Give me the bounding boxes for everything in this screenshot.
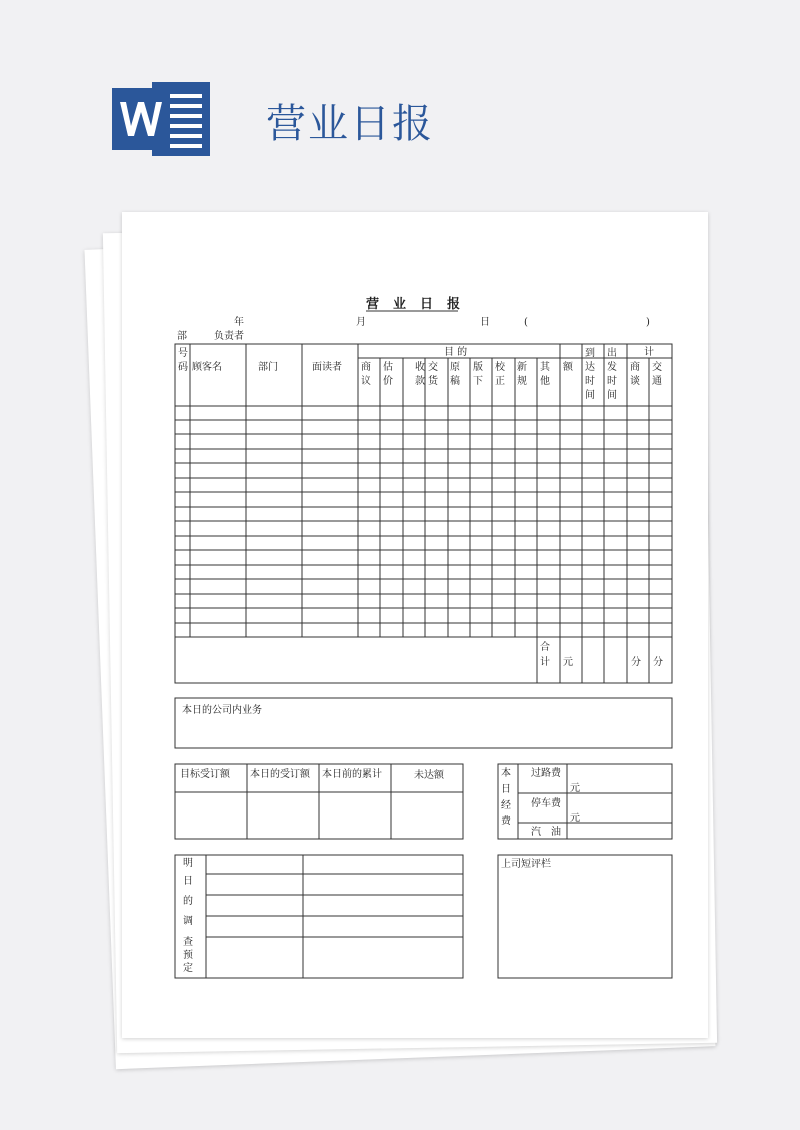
toll-fee-label: 过路费 <box>531 768 561 779</box>
purpose-label: 价 <box>383 376 393 387</box>
purpose-label: 其 <box>540 362 550 373</box>
purpose-label: 原 <box>450 362 460 373</box>
col-negotiation-label: 谈 <box>630 376 640 387</box>
col-dept-label: 部门 <box>258 362 278 373</box>
manager-label: 负责者 <box>214 331 244 342</box>
parking-fee-label: 停车费 <box>531 798 561 809</box>
sum-unit-yuan: 元 <box>563 657 573 668</box>
expenses-label: 经 <box>501 800 511 811</box>
expenses-label: 费 <box>501 816 511 827</box>
order-target-label: 目标受订额 <box>180 769 230 780</box>
purpose-label: 议 <box>361 376 371 387</box>
col-departure-label: 间 <box>607 390 617 401</box>
col-amount-label: 额 <box>563 362 573 373</box>
col-traffic-label: 交 <box>652 362 662 373</box>
supervisor-comment-box <box>498 855 672 978</box>
purpose-label: 商 <box>361 362 371 373</box>
expenses-table <box>498 764 672 839</box>
col-departure-label: 时 <box>607 376 617 387</box>
expenses-label: 日 <box>501 784 511 795</box>
col-number-label: 号 <box>178 348 188 359</box>
sum-label: 合 <box>540 642 550 653</box>
purpose-label: 款 <box>415 376 425 387</box>
purpose-label: 校 <box>495 362 505 373</box>
sales-daily-report-form <box>122 212 708 1038</box>
total-header: 计 <box>644 347 654 358</box>
col-negotiation-label: 商 <box>630 362 640 373</box>
date-month: 月 <box>356 317 366 328</box>
order-today-label: 本日的受订额 <box>250 769 310 780</box>
plan-label: 预 <box>183 950 193 961</box>
date-day: 日 <box>480 317 490 328</box>
supervisor-comment-label: 上司短评栏 <box>501 859 551 870</box>
purpose-label: 收 <box>415 362 425 373</box>
col-arrival-label: 时 <box>585 376 595 387</box>
plan-label: 明 <box>183 858 193 869</box>
tomorrow-plan-table <box>175 855 463 978</box>
sum-label: 计 <box>540 657 550 668</box>
dept-label: 部 <box>177 331 187 342</box>
col-departure-label: 出 <box>607 348 617 359</box>
purpose-label: 货 <box>428 376 438 387</box>
col-arrival-label: 到 <box>585 348 595 359</box>
document-page <box>122 212 708 1038</box>
expense-unit: 元 <box>570 783 580 794</box>
purpose-header: 目 的 <box>444 347 468 358</box>
purpose-label: 他 <box>540 376 550 387</box>
expenses-label: 本 <box>501 768 511 779</box>
purpose-label: 规 <box>517 376 527 387</box>
activity-table <box>175 344 672 683</box>
purpose-label: 交 <box>428 362 438 373</box>
date-paren-close: ) <box>646 317 650 328</box>
plan-label: 调 <box>183 916 193 927</box>
purpose-label: 下 <box>473 376 483 387</box>
col-arrival-label: 间 <box>585 390 595 401</box>
word-icon <box>108 78 214 160</box>
purpose-label: 新 <box>517 362 527 373</box>
sum-unit-min: 分 <box>653 657 663 668</box>
page-title: 营业日报 <box>266 101 434 147</box>
plan-label: 的 <box>183 896 193 907</box>
plan-label: 查 <box>183 937 193 948</box>
order-cumulative-label: 本日前的累计 <box>322 769 382 780</box>
purpose-label: 版 <box>473 362 483 373</box>
form-title: 营业日报 <box>366 297 475 312</box>
date-paren-open: ( <box>524 317 528 328</box>
date-year: 年 <box>234 317 244 328</box>
expense-unit: 元 <box>570 813 580 824</box>
plan-label: 日 <box>183 876 193 887</box>
sum-unit-min: 分 <box>631 657 641 668</box>
purpose-label: 稿 <box>450 376 460 387</box>
col-number-label: 码 <box>178 362 188 373</box>
purpose-label: 估 <box>383 362 393 373</box>
plan-label: 定 <box>183 963 193 974</box>
col-arrival-label: 达 <box>585 362 595 373</box>
col-customer-label: 顾客名 <box>192 362 222 373</box>
order-shortfall-label: 未达额 <box>414 770 444 781</box>
col-departure-label: 发 <box>607 362 617 373</box>
orders-table <box>175 764 463 839</box>
fuel-label: 汽 油 <box>531 827 561 838</box>
internal-business-label: 本日的公司内业务 <box>182 705 262 716</box>
col-traffic-label: 通 <box>652 376 662 387</box>
col-interviewer-label: 面读者 <box>312 362 342 373</box>
internal-business-box <box>175 698 672 748</box>
purpose-label: 正 <box>495 376 505 387</box>
